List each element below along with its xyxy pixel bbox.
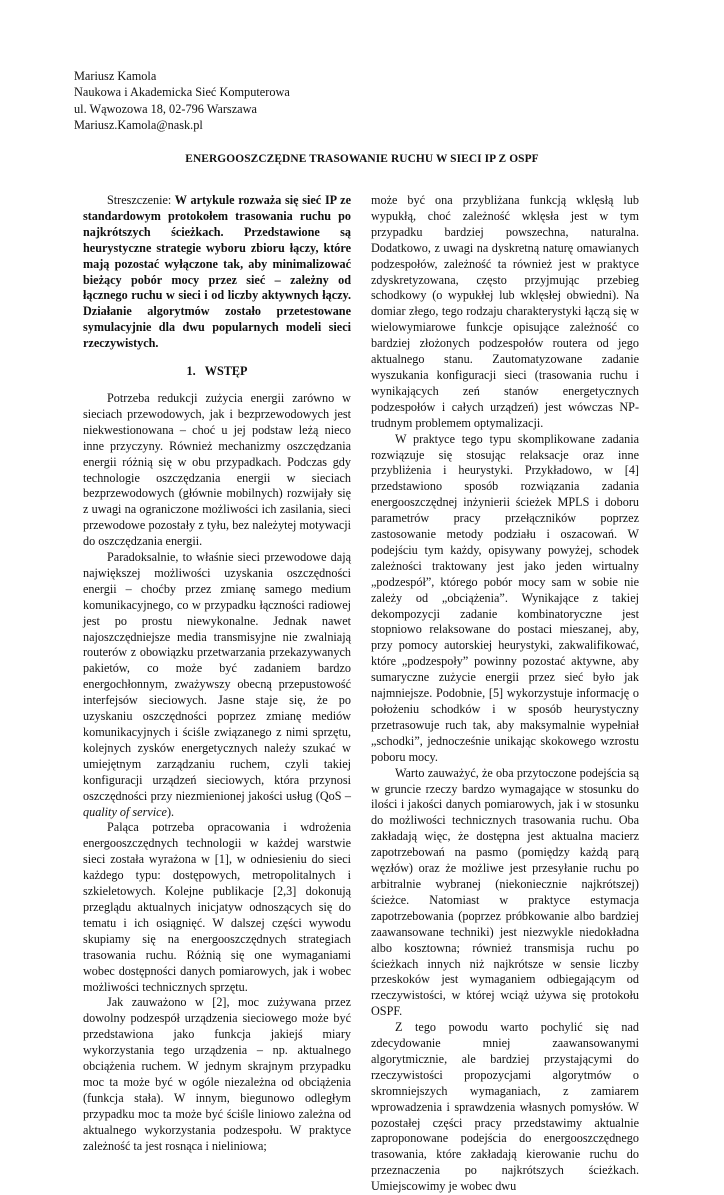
right-column [371,193,639,1195]
section-title: WSTĘP [204,364,248,379]
paragraph [83,550,351,820]
paragraph-text: Paradoksalnie, to właśnie sieci przewodowe dają największej możliwości uzyskania oszczędności energii – choćby przez zmianę samego medium komunikacyjnego, co w przypadku łączności radiowej jest po prostu niewykonalne. Jednak nawet najoszczędniejsze media transmisyjne nie zwalniają routerów z obowiązku przetwarzania przekazywanych pakietów, co może być zadaniem bardzo energochłonnym, zważywszy obecną przepustowość interfejsów sieciowych. Jasne staje się, że po uzyskaniu oszczędności poprzez zmianę mediów komunikacyjnych i ściśle związanego z nimi sprzętu, kolejnych zysków energetycznych należy szukać w umiejętnym zarządzaniu ruchem, czyli takiej konfiguracji urządzeń sieciowych, która przynosi oszczędności przy niezmienionej jakości usług (QoS – [83,550,351,803]
author-name: Mariusz Kamola [74,69,157,83]
abstract-label: Streszczenie: [107,193,172,207]
author-block [74,68,290,133]
paragraph: Warto zauważyć, że oba przytoczone podejścia są w gruncie rzeczy bardzo wymagające w stosunku do ilości i jakości danych pomiarowych, jak i w stosunku do możliwości technicznych trasowania ruchu. Oba zakładają więc, że dostępna jest aktualna macierz zapotrzebowań na pasmo (pomiędzy każdą parą węzłów) oraz że możliwe jest przesyłanie ruchu po arbitralnie wybranej (niekoniecznie najkrótszej) ścieżce. Natomiast w praktyce estymacja zapotrzebowania (poprzez próbkowanie albo bardziej zaawansowane techniki) jest niezwykle niedokładna albo kosztowna; również transmisja ruchu po ścieżkach innych niż najkrótsze w sensie liczby przeskoków jest wymaganiem odbiegającym od rzeczywistości, w której wciąż używa się protokołu OSPF. [371,765,639,1019]
paragraph: Z tego powodu warto pochylić się nad zdecydowanie mniej zaawansowanymi algorytmicznie, ale bardziej przystającymi do rzeczywistości propozycjami algorytmów o skromniejszych wymaganiach, z zamiarem wprowadzenia i sprawdzenia własnych pomysłów. W pozostałej części pracy przedstawimy aktualnie zaproponowane podejścia do energooszczędnego trasowania, które zakładają kierowanie ruchu do przeznaczenia po najkrótszych ścieżkach. Umiejscowimy je wobec dwu [371,1020,639,1194]
qos-italic: quality of service [83,804,167,819]
paragraph: może być ona przybliżana funkcją wklęsłą lub wypukłą, choć zależność wklęsła jest w tym przypadku bardziej powszechna, naturalna. Dodatkowo, z uwagi na dyskretną naturę omawianych podzespołów, zależność ta również jest w praktyce zdyskretyzowana, często przyjmując przebieg schodkowy (o wypukłej lub wklęsłej obwiedni). Na domiar złego, tego rodzaju charakterystyki łączą się w wielowymiarowe funkcje opisujące zależność co bardziej złożonych podzespołów routera od jego aktualnego stanu. Zautomatyzowane zadanie wyszukania konfiguracji sieci (trasowania ruchu i wynikających zeń stanów energetycznych podzespołów i całych urządzeń) jest wówczas NP-trudnym problemem optymalizacji. [371,193,639,430]
paper-title: ENERGOOSZCZĘDNE TRASOWANIE RUCHU W SIECI IP Z OSPF [185,153,539,165]
author-institution: Naukowa i Akademicka Sieć Komputerowa [74,85,290,100]
paragraph: Jak zauważono w [2], moc zużywana przez dowolny podzespół urządzenia sieciowego może być przedstawiona jako funkcja jakiejś miary wykorzystania tego urządzenia – np. aktualnego obciążenia ruchem. W jednym skrajnym przypadku moc ta może być w ogóle niezależna od obciążenia (funkcja stała). W innym, biegunowo odległym przypadku moc ta może być ściśle liniowo zależna od aktualnego wykorzystania podzespołu. W praktyce zależność ta jest rosnąca i nieliniowa; [83,995,351,1153]
author-email: Mariusz.Kamola@nask.pl [74,117,203,132]
abstract [83,193,351,352]
qos-close: ). [166,804,175,819]
left-column [83,193,351,1154]
abstract-text: W artykule rozważa się sieć IP ze standardowym protokołem trasowania ruchu po najkrótszych ścieżkach. Przedstawione są heurystyczne strategie wyboru zbioru łączy, które mają pozostać wyłączone tak, aby minimalizować bieżący pobór mocy przez sieć – zależny od łącznego ruchu w sieci i od liczby aktywnych łączy. Działanie algorytmów zostało przetestowane symulacyjnie dla dwu popularnych modeli sieci rzeczywistych. [83,193,351,351]
paragraph: Paląca potrzeba opracowania i wdrożenia energooszczędnych technologii w każdej warstwie sieci została wyrażona w [1], w odniesieniu do sieci każdego typu: dostępowych, metropolitalnych i szkieletowych. Kolejne publikacje [2,3] dokonują przeglądu aktualnych inicjatyw odnoszących się do tematu i ich osiągnięć. W dalszej części wywodu skupiamy się na energooszczędnych strategiach trasowania ruchu. Różnią się one wymaganiami wobec dostępności danych pomiarowych, jak i wobec możliwości technicznych sprzętu. [83,820,351,994]
paragraph: W praktyce tego typu skomplikowane zadania rozwiązuje się stosując relaksacje oraz inne przybliżenia i heurystyki. Przykładowo, w [4] przedstawiono sposób rozwiązania zadania energooszczędnej inżynierii ścieżek MPLS i doboru parametrów pracy przełączników poprzez zastosowanie metody podziału i oszacowań. W podejściu tym każdy, opisywany powyżej, schodek zależności traktowany jest jako jeden wirtualny „podzespół”, którego pobór mocy sam w sobie nie zależy od „obciążenia”. Wynikające z takiej dekompozycji zadanie kombinatoryczne jest stopniowo relaksowane do postaci mieszanej, aby, przy pomocy autorskiej heurystyki, zakwalifikować, które „podzespoły” powinny pozostać aktywne, aby sumaryczne zużycie energii przez sieć było jak najmniejsze. Podobnie, [5] wykorzystuje informację o położeniu schodków i w sposób heurystyczny przetrasowuje ruch tak, aby maksymalnie wypełniał „schodki”, jednocześnie unikając skokowego wzrostu poboru mocy. [371,431,639,764]
author-address: ul. Wąwozowa 18, 02-796 Warszawa [74,101,257,116]
section-heading [83,364,351,380]
section-number: 1. [186,364,196,379]
paragraph: Potrzeba redukcji zużycia energii zarówno w sieciach przewodowych, jak i bezprzewodowych jest niekwestionowana – choć u jej podstaw leżą nieco inne przyczyny. Również mechanizmy oszczędzania energii różnią się w obu przypadkach. Podczas gdy technologie oszczędzania energii w sieciach bezprzewodowych (głównie mobilnych) rozwijały się z uwagi na ograniczone możliwości ich zasilania, sieci przewodowe pozostały z tyłu, bez należytej motywacji do oszczędzania energii. [83,390,351,549]
